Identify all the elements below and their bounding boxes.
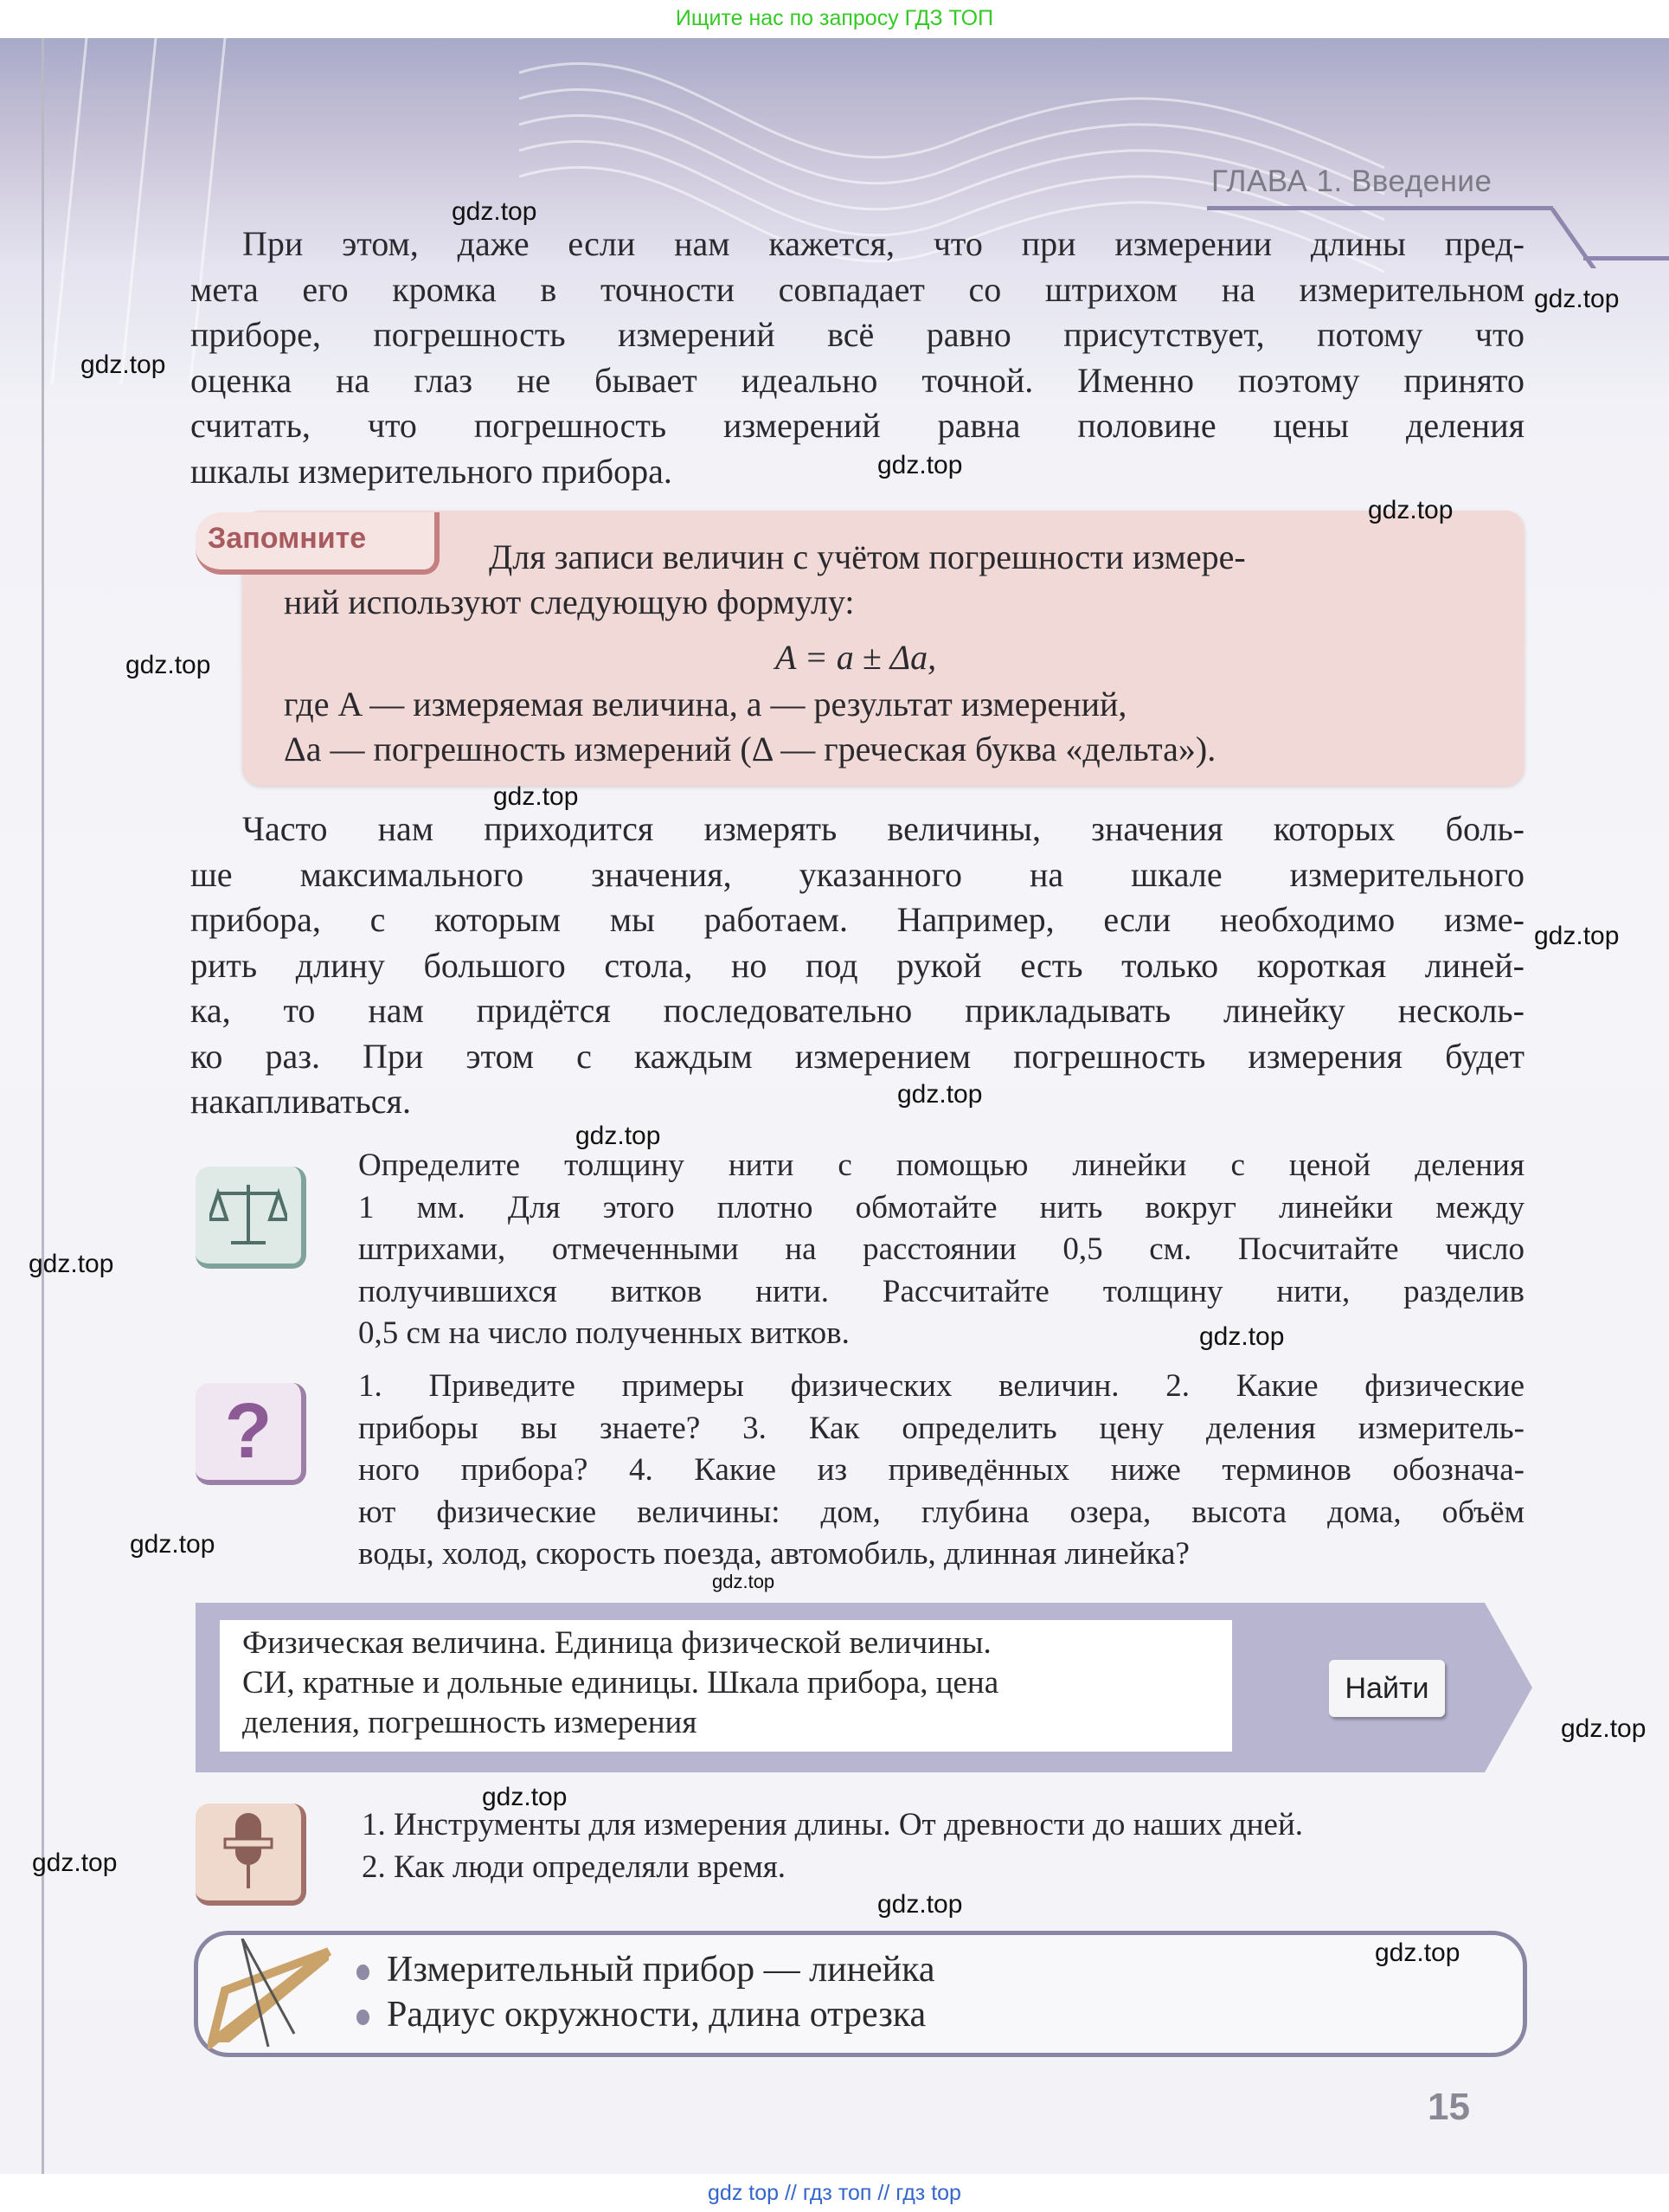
text-line: шкалы измерительного прибора. [190, 451, 672, 491]
text-line: накапливаться. [190, 1082, 411, 1121]
watermark: gdz.top [130, 1530, 215, 1559]
search-line: СИ, кратные и дольные единицы. Шкала прибора, цена [242, 1665, 999, 1701]
text-line: оценка на глаз не бывает идеально точной. Именно поэтому принято [190, 360, 1525, 400]
text-line: 0,5 см на число полученных витков. [358, 1315, 850, 1351]
watermark: gdz.top [712, 1571, 775, 1592]
watermark: gdz.top [1375, 1939, 1460, 1967]
top-banner[interactable]: Ищите нас по запросу ГДЗ ТОП [0, 0, 1669, 38]
text-line: 1 мм. Для этого плотно обмотайте нить вокруг линейки между [358, 1189, 1525, 1225]
watermark: gdz.top [1534, 922, 1620, 950]
remember-label: Запомните [196, 512, 440, 575]
text-line: ше максимального значения, указанного на шкале измерительного [190, 854, 1525, 894]
watermark: gdz.top [80, 350, 166, 379]
bullet-item [356, 1992, 935, 2037]
chapter-header: ГЛАВА 1. Введение [1211, 164, 1492, 198]
formula: A = a ± Δa, [775, 638, 937, 677]
chapter-underline [1207, 206, 1553, 210]
text-line: воды, холод, скорость поезда, автомобиль, длинная линейка? [358, 1536, 1190, 1572]
text-line: Определите толщину нити с помощью линейки с ценой деления [358, 1148, 1525, 1183]
watermark: gdz.top [1534, 285, 1620, 313]
text-line: ка, то нам придётся последовательно прикладывать линейку несколь- [190, 991, 1525, 1030]
find-button[interactable]: Найти [1329, 1660, 1445, 1717]
watermark: gdz.top [1561, 1714, 1647, 1743]
watermark: gdz.top [493, 782, 579, 811]
text-line: считать, что погрешность измерений равна половине цены деления [190, 406, 1525, 445]
scales-icon [196, 1167, 306, 1269]
search-line: Физическая величина. Единица физической величины. [242, 1625, 992, 1661]
watermark: gdz.top [575, 1122, 661, 1150]
watermark: gdz.top [897, 1080, 983, 1109]
definition-line: где A — измеряемая величина, a — результат измерений, [284, 685, 1127, 723]
watermark: gdz.top [29, 1250, 114, 1278]
text-line: приборы вы знаете? 3. Как определить цену деления измеритель- [358, 1410, 1525, 1446]
project-topics [362, 1804, 1303, 1888]
watermark: gdz.top [125, 651, 211, 679]
watermark: gdz.top [1368, 496, 1454, 524]
watermark: gdz.top [877, 451, 963, 479]
search-line: деления, погрешность измерения [242, 1705, 697, 1740]
text-line: рить длину большого стола, но под рукой есть только короткая линей- [190, 945, 1525, 985]
text-line: мета его кромка в точности совпадает со штрихом на измерительном [190, 269, 1525, 309]
text-line: получившихся витков нити. Рассчитайте толщину нити, разделив [358, 1273, 1525, 1309]
task-block [358, 1145, 1525, 1355]
topic-line: 2. Как люди определяли время. [362, 1849, 786, 1885]
text-line: штрихами, отмеченными на расстоянии 0,5 см. Посчитайте число [358, 1231, 1525, 1267]
question-icon: ? [196, 1383, 306, 1485]
paragraph-1 [190, 222, 1525, 494]
topic-line: 1. Инструменты для измерения длины. От древности до наших дней. [362, 1807, 1303, 1842]
watermark: gdz.top [1199, 1322, 1285, 1351]
text-line: прибора, с которым мы работаем. Например, если необходимо изме- [190, 900, 1525, 939]
search-terms [242, 1624, 998, 1743]
definition-line: Δa — погрешность измерений (Δ — греческая буква «дельта»). [284, 730, 1216, 768]
paragraph-2 [190, 807, 1525, 1125]
text-line: Часто нам приходится измерять величины, значения которых боль- [242, 809, 1525, 848]
bullet-dot [356, 2009, 369, 2025]
watermark: gdz.top [482, 1783, 568, 1811]
text-line: ного прибора? 4. Какие из приведённых ниже терминов обознача- [358, 1452, 1525, 1488]
remember-line: Для записи величин с учётом погрешности измере- [489, 537, 1246, 576]
text-line: ют физические величины: дом, глубина озера, высота дома, объём [358, 1494, 1525, 1530]
watermark: gdz.top [452, 197, 537, 226]
watermark: gdz.top [32, 1849, 118, 1877]
bullet-item [356, 1947, 935, 1992]
bullet-text: Измерительный прибор — линейка [387, 1950, 935, 1990]
text-line: ко раз. При этом с каждым измерением погрешность измерения будет [190, 1036, 1525, 1076]
summary-bullets [356, 1947, 935, 2037]
questions-block [358, 1366, 1525, 1576]
text-line: 1. Приведите примеры физических величин. 2. Какие физические [358, 1368, 1525, 1404]
remember-line: ний используют следующую формулу: [284, 582, 855, 621]
footer-links[interactable]: gdz top // гдз топ // гдз top [0, 2174, 1669, 2212]
bullet-text: Радиус окружности, длина отрезка [387, 1995, 927, 2035]
chapter-underline-end [1583, 256, 1669, 260]
triangle-ruler-compass-icon [208, 1939, 337, 2049]
watermark: gdz.top [877, 1890, 963, 1919]
bullet-dot [356, 1964, 369, 1980]
text-line: При этом, даже если нам кажется, что при измерении длины пред- [242, 224, 1525, 263]
microphone-icon [196, 1804, 306, 1906]
text-line: приборе, погрешность измерений всё равно присутствует, потому что [190, 315, 1525, 354]
page-number: 15 [1428, 2086, 1470, 2128]
